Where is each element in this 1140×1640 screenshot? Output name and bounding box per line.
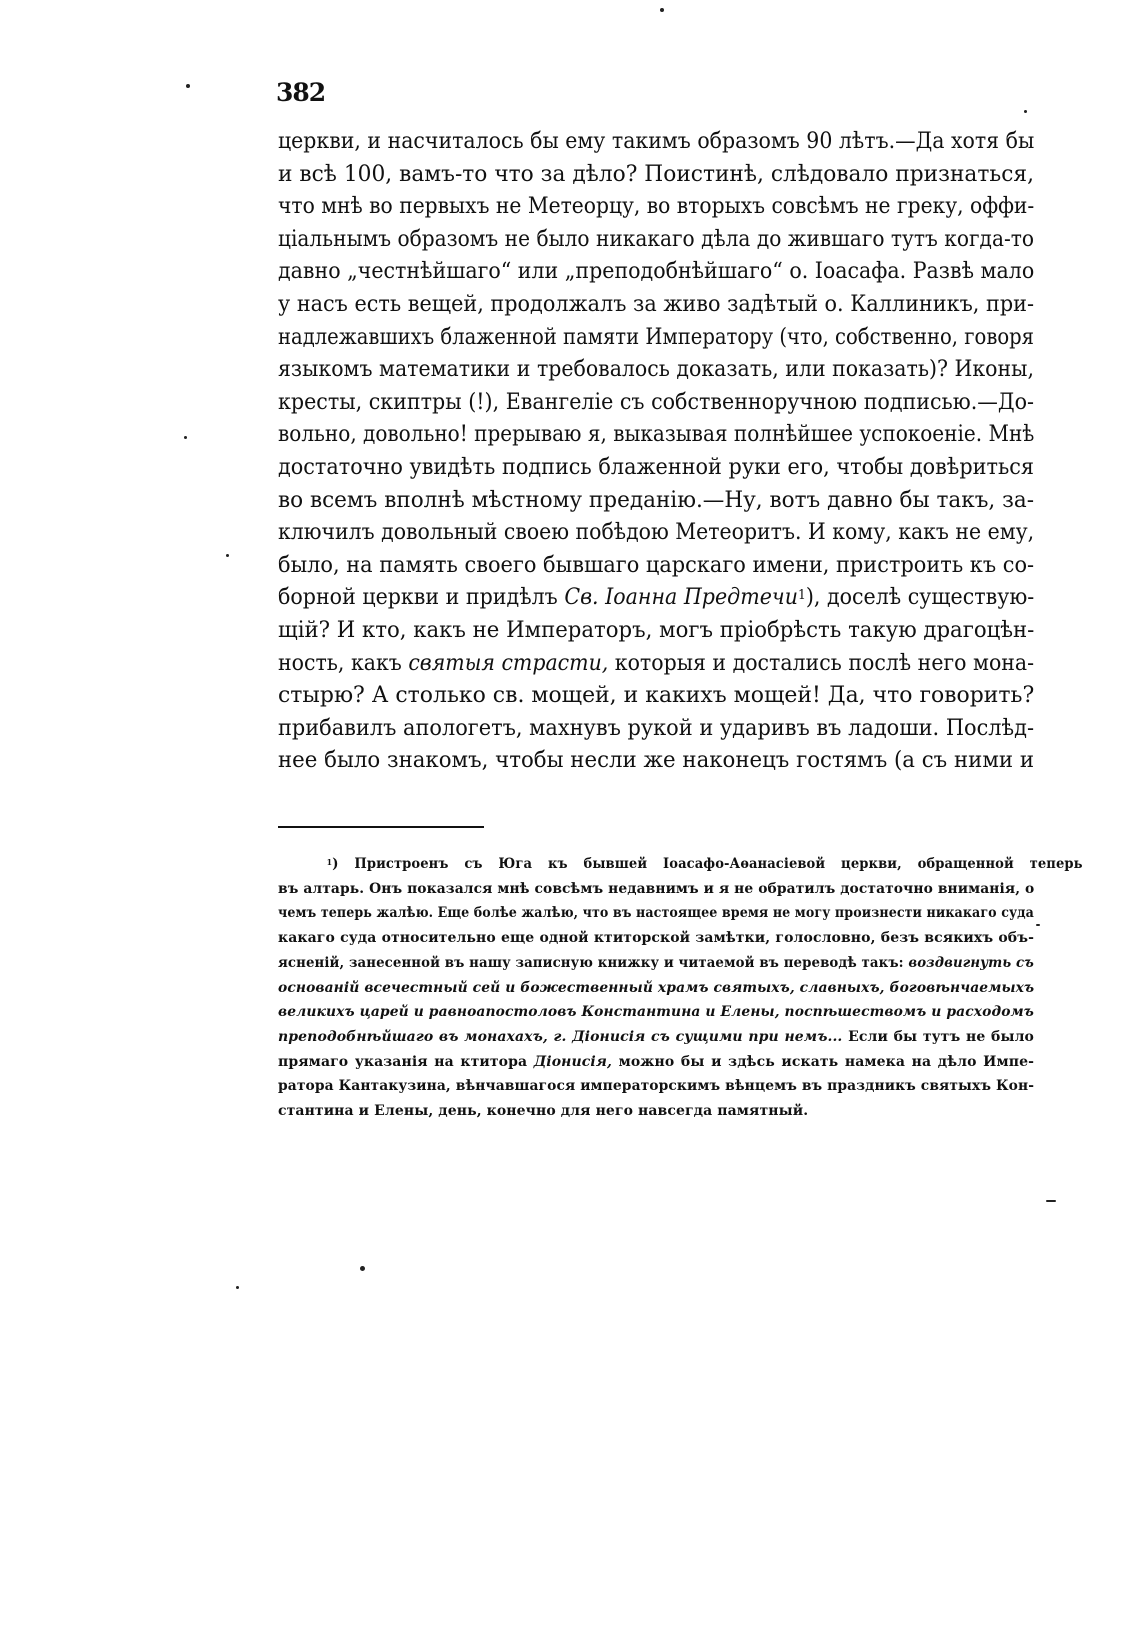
text-run: надлежавшихъ блаженной памяти Императору (что, собственно, говоря — [278, 324, 1034, 350]
text-run: прямаго указанія на ктитора — [278, 1053, 534, 1070]
text-run: въ алтарь. Онъ показался мнѣ совсѣмъ недавнимъ и я не обратилъ достаточно вниманія, о — [278, 880, 1035, 897]
text-run: что мнѣ во первыхъ не Метеорцу, во вторыхъ совсѣмъ не греку, оффи- — [278, 194, 1035, 220]
footnote-line — [278, 926, 1034, 951]
scan-speck — [184, 436, 187, 439]
text-run: достаточно увидѣть подпись блаженной руки его, чтобы довѣриться — [278, 454, 1034, 480]
text-run: ключилъ довольный своею побѣдою Метеоритъ. И кому, какъ не ему, — [278, 520, 1035, 546]
text-run: борной церкви и придѣлъ — [278, 585, 565, 611]
italic-text: Св. Іоанна Предтечи — [564, 585, 798, 611]
text-line — [278, 256, 1034, 289]
text-run: стантина и Елены, день, конечно для него навсегда памятный. — [278, 1103, 809, 1120]
text-line — [278, 224, 1034, 257]
text-line — [278, 582, 1034, 615]
footnote-line — [278, 951, 1034, 976]
text-line — [278, 485, 1034, 518]
footnote-line — [278, 1050, 1034, 1075]
text-run: прибавилъ апологетъ, махнувъ рукой и ударивъ въ ладоши. Послѣд- — [278, 715, 1035, 741]
text-run: вольно, довольно! прерываю я, выказывая полнѣйшее успокоеніе. Мнѣ — [278, 422, 1035, 448]
footnote-line — [278, 1000, 1034, 1025]
text-run: ) Пристроенъ съ Юга къ бывшей Іоасафо-Аѳанасіевой церкви, обращенной теперь — [332, 856, 1083, 872]
scan-speck — [1046, 1200, 1056, 1202]
scan-speck — [360, 1266, 365, 1271]
text-line — [278, 745, 1034, 778]
text-run: Если бы тутъ не было — [842, 1028, 1034, 1045]
text-line — [278, 159, 1034, 192]
text-run: давно „честнѣйшаго“ или „преподобнѣйшаго“ о. Іоасафа. Развѣ мало — [278, 259, 1035, 285]
text-run: чемъ теперь жалѣю. Еще болѣе жалѣю, что въ настоящее время не могу произнести никакаго суда — [278, 905, 1034, 922]
text-line — [278, 126, 1034, 159]
footnote-line — [278, 877, 1034, 902]
footnote — [278, 852, 1083, 1124]
text-line — [278, 713, 1034, 746]
text-run: ратора Кантакузина, вѣнчавшагося императорскимъ вѣнцемъ въ праздникъ святыхъ Кон- — [278, 1078, 1035, 1095]
scan-speck — [236, 1286, 239, 1289]
text-run: ность, какъ — [278, 650, 409, 676]
text-run: можно бы и здѣсь искать намека на дѣло Импе- — [612, 1053, 1034, 1070]
text-line — [278, 419, 1034, 452]
italic-text: великихъ царей и равноапостоловъ Константина и Елены, поспѣшествомъ и расходомъ — [278, 1004, 1034, 1021]
text-run: церкви, и насчиталось бы ему такимъ образомъ 90 лѣтъ.—Да хотя бы — [278, 129, 1035, 154]
footnote-line — [278, 901, 1034, 926]
text-line — [278, 648, 1034, 681]
text-line — [278, 387, 1034, 420]
text-line — [278, 680, 1034, 713]
text-run: во всемъ вполнѣ мѣстному преданію.—Ну, вотъ давно бы такъ, за- — [278, 487, 1035, 513]
text-run: которыя и достались послѣ него мона- — [608, 650, 1035, 676]
text-run: ясненій, занесенной въ нашу записную книжку и читаемой въ переводѣ такъ: — [278, 954, 909, 971]
page-number: 382 — [276, 78, 326, 107]
footnote-reference: 1 — [797, 588, 806, 604]
scan-speck — [660, 8, 664, 12]
italic-text: преподобнѣйшаго въ монахахъ, г. Діонисія съ сущими при немъ... — [278, 1028, 843, 1045]
italic-text: воздвигнуть съ — [908, 954, 1034, 971]
scan-speck — [226, 554, 229, 557]
footnote-divider — [278, 826, 484, 828]
scan-speck — [1036, 924, 1040, 926]
text-run: ціальнымъ образомъ не было никакаго дѣла до жившаго тутъ когда-то — [278, 226, 1035, 252]
footnote-line — [278, 1099, 1034, 1124]
text-run: и всѣ 100, вамъ-то что за дѣло? Поистинѣ, слѣдовало признаться, — [278, 161, 1034, 187]
footnote-line — [278, 852, 1083, 877]
text-line — [278, 322, 1034, 355]
text-run: у насъ есть вещей, продолжалъ за живо задѣтый о. Каллиникъ, при- — [278, 291, 1034, 317]
text-run: стырю? А столько св. мощей, и какихъ мощей! Да, что говорить? — [278, 683, 1035, 709]
text-run: щій? И кто, какъ не Императоръ, могъ пріобрѣсть такую драгоцѣн- — [278, 617, 1035, 643]
scan-speck — [186, 84, 190, 88]
text-line — [278, 289, 1034, 322]
italic-text: основаній всечестный сей и божественный храмъ святыхъ, славныхъ, боговѣнчаемыхъ — [278, 979, 1035, 996]
text-line — [278, 550, 1034, 583]
footnote-reference: 1 — [326, 857, 333, 867]
scan-speck — [1024, 110, 1027, 113]
text-line — [278, 615, 1034, 648]
text-line — [278, 517, 1034, 550]
text-line — [278, 452, 1034, 485]
text-run: языкомъ математики и требовалось доказать, или показать)? Иконы, — [278, 357, 1034, 383]
text-run: ), доселѣ существую- — [805, 585, 1035, 611]
text-run: какаго суда относительно еще одной ктиторской замѣтки, голословно, безъ всякихъ объ- — [278, 930, 1034, 947]
main-text — [278, 126, 1034, 778]
text-run: кресты, скиптры (!), Евангеліе съ собственноручною подписью.—До- — [278, 389, 1034, 415]
footnote-line — [278, 976, 1034, 1001]
footnote-line — [278, 1074, 1034, 1099]
text-line — [278, 191, 1034, 224]
italic-text: Діонисія, — [533, 1053, 612, 1070]
text-run: нее было знакомъ, чтобы несли же наконецъ гостямъ (а съ ними и — [278, 748, 1035, 774]
footnote-line — [278, 1025, 1034, 1050]
text-run: было, на память своего бывшаго царскаго имени, пристроить къ со- — [278, 552, 1035, 578]
text-line — [278, 354, 1034, 387]
italic-text: святыя страсти, — [408, 650, 609, 676]
